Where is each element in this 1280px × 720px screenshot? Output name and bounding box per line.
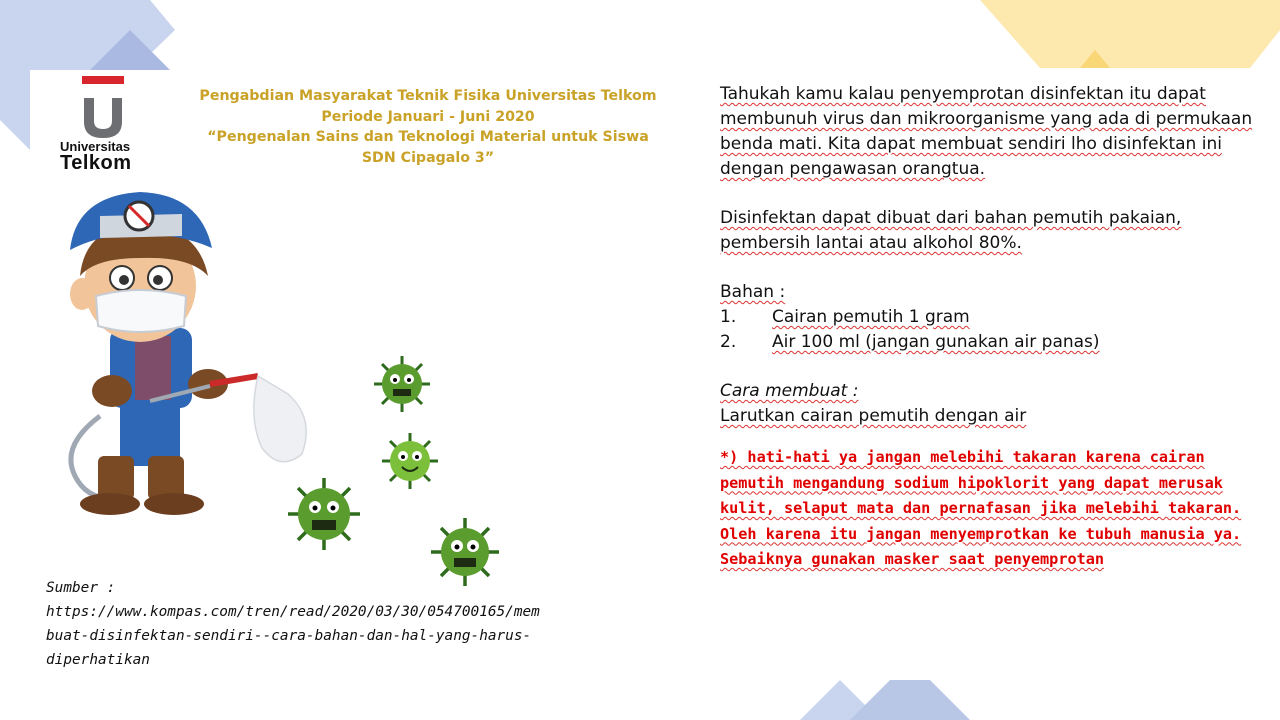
cara-text: Larutkan cairan pemutih dengan air — [720, 406, 1027, 426]
list-item — [720, 305, 1260, 330]
virus-icon — [288, 478, 360, 550]
logo-line1: Universitas — [60, 139, 131, 154]
header-line1: Pengabdian Masyarakat Teknik Fisika Universitas Telkom — [199, 88, 657, 104]
intro-paragraph: Tahukah kamu kalau penyemprotan disinfektan itu dapat membunuh virus dan mikroorganisme yang ada di permukaan benda mati. Kita dapat membuat sendiri lho disinfektan ini dengan pengawasan orangtua. — [720, 84, 1253, 179]
top-right-decoration — [970, 0, 1280, 80]
source-label: Sumber : — [46, 580, 116, 596]
project-header — [160, 86, 696, 168]
disinfectant-sprayer-illustration — [40, 186, 520, 586]
source-url-line3: diperhatikan — [46, 652, 150, 668]
warning-text: *) hati-hati ya jangan melebihi takaran karena cairan pemutih mengandung sodium hipoklorit yang dapat merusak kulit, selaput mata dan pernafasan jika melebihi takaran. Oleh karena itu jangan menyemprotkan ke tubuh manusia ya. Sebaiknya gunakan masker saat penyemprotan — [720, 448, 1242, 568]
virus-icon — [374, 356, 430, 412]
instructions-text — [720, 82, 1260, 573]
bahan-list — [720, 305, 1260, 355]
bahan-label: Bahan : — [720, 282, 786, 302]
header-line4: SDN Cipagalo 3” — [361, 149, 495, 166]
cara-label: Cara membuat : — [720, 381, 859, 401]
list-number: 2. — [720, 332, 737, 352]
virus-icon — [382, 433, 438, 489]
source-url-line2: buat-disinfektan-sendiri--cara-bahan-dan-hal-yang-harus- — [46, 628, 532, 644]
bottom-decoration — [790, 672, 990, 720]
header-line3: “Pengenalan Sains dan Teknologi Material untuk Siswa — [207, 129, 649, 145]
list-number: 1. — [720, 307, 737, 327]
list-text: Air 100 ml (jangan gunakan air panas) — [772, 332, 1100, 352]
sprayer-boy — [70, 192, 306, 515]
list-item — [720, 330, 1260, 355]
materials-note: Disinfektan dapat dibuat dari bahan pemutih pakaian, pembersih lantai atau alkohol 80%. — [720, 208, 1182, 253]
list-text: Cairan pemutih 1 gram — [772, 307, 970, 327]
header-line2: Periode Januari - Juni 2020 — [321, 108, 535, 125]
source-url-line1: https://www.kompas.com/tren/read/2020/03/30/054700165/mem — [46, 604, 540, 620]
logo-text — [60, 140, 132, 173]
logo-line2: Telkom — [60, 152, 132, 174]
source-citation — [46, 576, 696, 672]
